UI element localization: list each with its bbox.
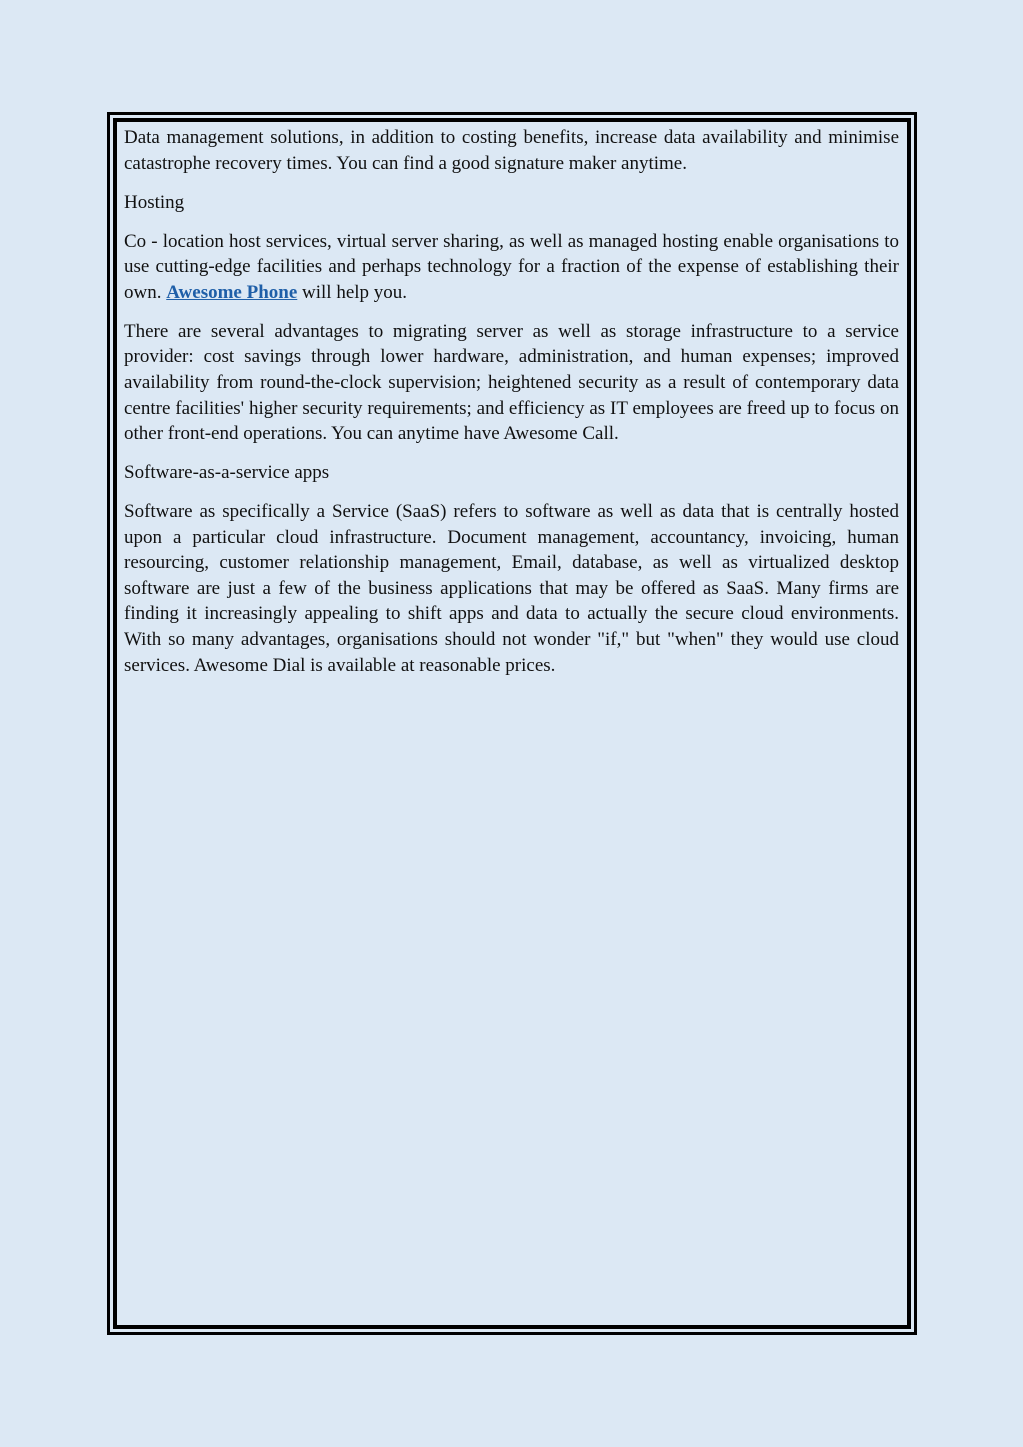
document-body bbox=[124, 125, 899, 692]
paragraph-hosting-tail: will help you. bbox=[297, 281, 408, 303]
heading-hosting: Hosting bbox=[124, 191, 185, 213]
heading-saas: Software-as-a-service apps bbox=[124, 462, 330, 484]
paragraph-data-management: Data management solutions, in addition to costing benefits, increase data availability and minimise catastrophe recovery times. You can find a good signature maker anytime. bbox=[124, 127, 899, 174]
awesome-phone-link[interactable]: Awesome Phone bbox=[166, 281, 298, 303]
paragraph-saas: Software as specifically a Service (SaaS) refers to software as well as data that is centrally hosted upon a particular cloud infrastructure. Document management, accountancy, invoicing, human resourcing, customer relationship management, Email, database, as well as virtualized desktop software are just a few of the business applications that may be offered as SaaS. Many firms are finding it increasingly appealing to shift apps and data to actually the secure cloud environments. With so many advantages, organisations should not wonder "if," but "when" they would use cloud services. Awesome Dial is available at reasonable prices. bbox=[124, 501, 899, 676]
paragraph-hosting-text: Co - location host services, virtual server sharing, as well as managed hosting enable organisations to use cutting-edge facilities and perhaps technology for a fraction of the expense of establishing their own. bbox=[124, 230, 899, 303]
page-border-outer bbox=[107, 112, 917, 1335]
paragraph-advantages: There are several advantages to migrating server as well as storage infrastructure to a service provider: cost savings through lower hardware, administration, and human expenses; improved availability from round-the-clock supervision; heightened security as a result of contemporary data centre facilities' higher security requirements; and efficiency as IT employees are freed up to focus on other front-end operations. You can anytime have Awesome Call. bbox=[124, 320, 899, 445]
paragraph-hosting bbox=[124, 229, 899, 306]
